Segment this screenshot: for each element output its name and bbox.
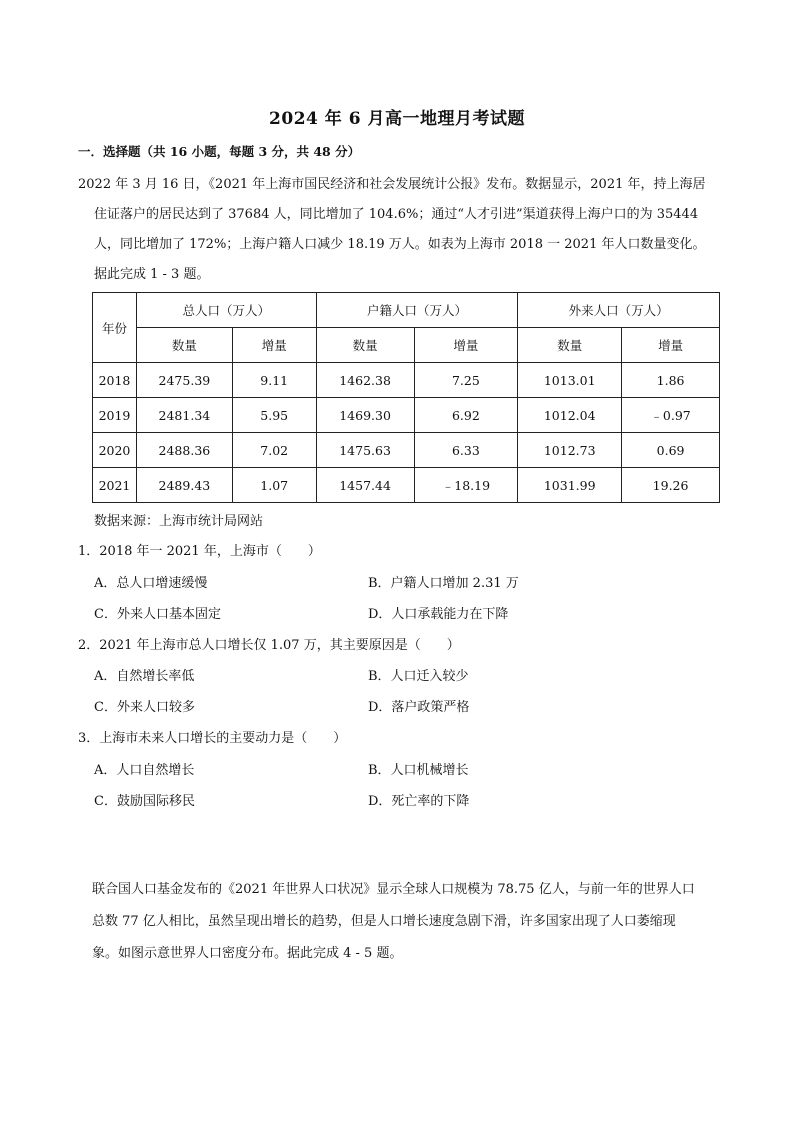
table-header-row	[93, 293, 720, 328]
table-cell: 1012.04	[518, 398, 622, 433]
table-cell: 7.25	[414, 363, 518, 398]
question-3-option-b[interactable]: B．人口机械增长	[368, 763, 469, 778]
page-title: 2024 年 6 月高一地理月考试题	[269, 109, 525, 129]
table-row	[93, 398, 720, 433]
table-row	[93, 433, 720, 468]
group-header-migrant: 外来人口（万人）	[518, 293, 720, 328]
passage-line: 总数 77 亿人相比，虽然呈现出增长的趋势，但是人口增长速度急剧下滑，许多国家出现了人口萎缩现	[92, 914, 676, 929]
intro-line: 人，同比增加了 172%；上海户籍人口减少 18.19 万人。如表为上海市 2018 一 2021 年人口数量变化。	[94, 237, 706, 252]
table-cell: 7.02	[232, 433, 316, 468]
table-cell: 2475.39	[136, 363, 232, 398]
table-cell: 19.26	[622, 468, 720, 503]
intro-passage	[78, 170, 728, 290]
section-heading: 一．选择题（共 16 小题，每题 3 分，共 48 分）	[78, 144, 361, 159]
data-source-note: 数据来源：上海市统计局网站	[94, 514, 264, 529]
question-2-option-c[interactable]: C．外来人口较多	[94, 700, 195, 715]
table-cell: 1013.01	[518, 363, 622, 398]
table-cell: 0.69	[622, 433, 720, 468]
question-3-option-a[interactable]: A．人口自然增长	[94, 763, 195, 778]
table-cell: 6.33	[414, 433, 518, 468]
table-row	[93, 468, 720, 503]
population-table	[92, 292, 720, 503]
question-3-stem: 3．上海市未来人口增长的主要动力是（ ）	[78, 731, 347, 746]
table-cell: 1462.38	[316, 363, 414, 398]
subheader-cell: 数量	[518, 328, 622, 363]
subheader-cell: 增量	[622, 328, 720, 363]
table-cell: 1.07	[232, 468, 316, 503]
question-2-option-a[interactable]: A．自然增长率低	[94, 669, 195, 684]
table-cell: 2488.36	[136, 433, 232, 468]
table-cell: ﹣0.97	[622, 398, 720, 433]
table-cell: ﹣18.19	[414, 468, 518, 503]
table-cell: 5.95	[232, 398, 316, 433]
question-2-option-b[interactable]: B．人口迁入较少	[368, 669, 469, 684]
table-cell: 1012.73	[518, 433, 622, 468]
question-3-option-d[interactable]: D．死亡率的下降	[368, 794, 470, 809]
table-cell: 2020	[93, 433, 137, 468]
year-header: 年份	[93, 293, 137, 363]
intro-line: 2022 年 3 月 16 日，《2021 年上海市国民经济和社会发展统计公报》发布。数据显示，2021 年，持上海居	[78, 177, 706, 192]
question-3-option-c[interactable]: C．鼓励国际移民	[94, 794, 195, 809]
passage-line: 联合国人口基金发布的《2021 年世界人口状况》显示全球人口规模为 78.75 亿人，与前一年的世界人口	[92, 882, 695, 897]
question-2-option-d[interactable]: D．落户政策严格	[368, 700, 470, 715]
question-1-stem: 1．2018 年一 2021 年，上海市（ ）	[78, 544, 321, 559]
question-1-option-c[interactable]: C．外来人口基本固定	[94, 607, 221, 622]
group-header-registered: 户籍人口（万人）	[316, 293, 518, 328]
table-row	[93, 363, 720, 398]
table-cell: 2018	[93, 363, 137, 398]
table-cell: 9.11	[232, 363, 316, 398]
question-1-option-a[interactable]: A．总人口增速缓慢	[94, 576, 208, 591]
group-header-total: 总人口（万人）	[136, 293, 316, 328]
table-cell: 2481.34	[136, 398, 232, 433]
table-cell: 6.92	[414, 398, 518, 433]
table-cell: 1.86	[622, 363, 720, 398]
subheader-cell: 增量	[414, 328, 518, 363]
table-cell: 2021	[93, 468, 137, 503]
passage-line: 象。如图示意世界人口密度分布。据此完成 4 - 5 题。	[92, 946, 403, 961]
subheader-cell: 增量	[232, 328, 316, 363]
table-cell: 1469.30	[316, 398, 414, 433]
second-passage	[92, 874, 732, 970]
table-cell: 1031.99	[518, 468, 622, 503]
question-1-option-d[interactable]: D．人口承载能力在下降	[368, 607, 509, 622]
intro-line: 据此完成 1 - 3 题。	[94, 267, 210, 282]
question-1-option-b[interactable]: B．户籍人口增加 2.31 万	[368, 576, 519, 591]
table-cell: 2019	[93, 398, 137, 433]
table-cell: 1457.44	[316, 468, 414, 503]
question-2-stem: 2．2021 年上海市总人口增长仅 1.07 万，其主要原因是（ ）	[78, 638, 460, 653]
subheader-cell: 数量	[136, 328, 232, 363]
intro-line: 住证落户的居民达到了 37684 人，同比增加了 104.6%；通过“人才引进”渠道获得上海户口的为 35444	[94, 207, 699, 222]
table-cell: 2489.43	[136, 468, 232, 503]
table-subheader-row	[93, 328, 720, 363]
subheader-cell: 数量	[316, 328, 414, 363]
table-cell: 1475.63	[316, 433, 414, 468]
